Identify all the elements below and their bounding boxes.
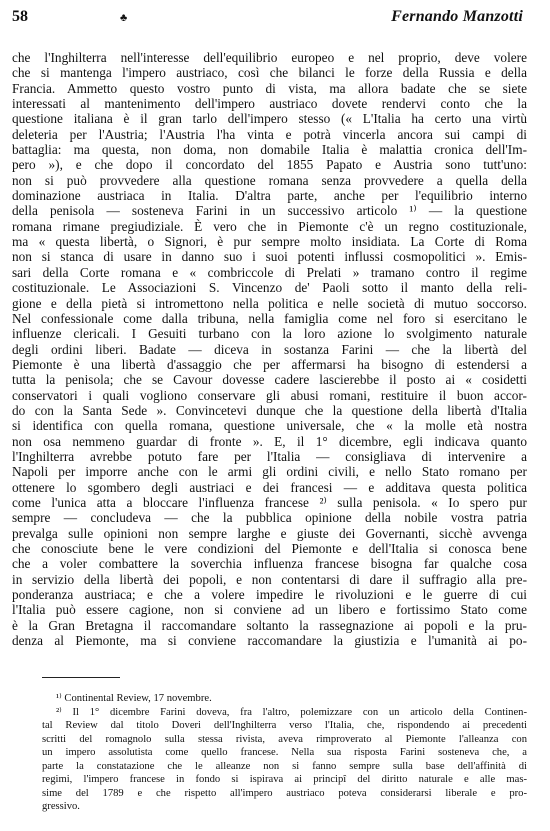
footnote-line: ²⁾ Il 1° dicembre Farini doveva, fra l'altro, polemizzare con un articolo della Continen- [56,706,527,718]
text-line: della penisola — sosteneva Farini in un successivo articolo ¹⁾ — la questione [12,203,527,219]
text-line: influenze clericali. I Gesuiti turbano con la loro azione lo svolgimento naturale [12,326,527,342]
text-line: l'Italia può essere cagione, non si conviene ad un libero e fortissimo Stato come [12,602,527,618]
text-line: come l'unica atta a bloccare l'influenza francese ²⁾ sulla penisola. « Io spero pur [12,494,527,510]
footnote-rule [42,677,120,678]
page-header [12,8,527,30]
text-line: pero »), e che dopo il concordato del 1855 Papato e Austria sono tutt'uno: [12,157,527,173]
text-line: interessati al mantenimento dell'impero austriaco dovete rendervi conto che la [12,96,527,112]
footnotes [42,692,527,814]
text-line: ponderanza austriaca; e che a volere impedire le rivoluzioni e le guerre di cui [12,587,527,603]
text-line: che conosciute bene le vere condizioni del Piemonte e dell'Italia si conosca bene [12,541,527,556]
text-line: gione e della pietà si intromettono nella politica e nelle società di mutuo soccorso. [12,295,527,311]
body-text [12,50,527,648]
text-line: costituzionale. Le Associazioni S. Vincenzo de' Paoli sotto il manto della reli- [12,280,527,296]
footnote-line: tal Review dal titolo Doveri dell'Inghilterra verso l'Italia, che, rispondendo ai precedenti [42,720,527,731]
footnote-line: gressivo. [42,801,80,812]
text-line: si identifica con quella romana, questione universale, che « la molle età nostra [12,418,527,434]
text-line: conservatori i quali vogliono conservare gli abusi romani, restituire il buon accor- [12,387,527,403]
text-line: non si stanca di usare in danno suo i suoi potenti influssi cosmopolitici ». Emis- [12,249,527,265]
text-line: tutta la penisola; che se Cavour dovesse cadere lascierebbe il posto ai « cosidetti [12,372,527,388]
running-title: Fernando Manzotti [391,8,523,25]
text-line: degli ordini liberi. Badate — diceva in sostanza Farini — che la libertà del [12,341,527,357]
footnote-line: sime del 1789 e che rispetto all'impero austriaco poteva considerarsi liberale e pro- [42,787,527,799]
text-line: è la Gran Bretagna il raccomandare soltanto la rassegnazione ai popoli e la pru- [12,617,527,633]
text-line: che l'Inghilterra nell'interesse dell'equilibrio europeo e nel proprio, deve volere [12,50,527,65]
text-line: deleteria per l'Austria; l'Austria l'ha vinta e potrà vincerla ancora sui campi di [12,126,527,142]
text-line: Nel confessionale come dalla tribuna, nella famiglia come nel foro si esercitano le [12,310,527,326]
footnote-line: regimi, l'impero francese in fondo si ispirava ai principî del diritto naturale e alle mas- [42,774,527,785]
text-line: che si mantenga l'impero austriaco, così che bilanci le forze della Russia e della [12,65,527,81]
text-line: Piemonte è una libertà d'assaggio che per affermarsi ha bisogno di estendersi a [12,356,527,372]
ornament-icon: ♣ [120,12,128,24]
text-line: questione italiana è il gran tarlo dell'impero stesso (« L'Italia ha certo una virtù [12,111,527,127]
text-line: denza al Piemonte, ma si conviene raccomandare la giustizia e l'umanità ai po- [12,633,527,649]
text-line: che a voler combattere la soverchia influenza francese bisogna far qualche cosa [12,556,527,572]
footnote-line: un impero assolutista come quello francese. Nella sua risposta Farini sosteneva che, a [42,747,527,758]
text-line: non si può provvedere alla questione romana senza provvedere a quella della [12,172,527,188]
text-line: l'Inghilterra avrebbe potuto fare per l'Italia — consigliava di intervenire a [12,448,527,464]
page-number: 58 [12,8,28,25]
text-line: prevalga sulle opinioni non sempre larghe e giuste dei Governanti, sicchè avvenga [12,525,527,541]
text-line: sempre — concludeva — che la pubblica opinione della nobile vostra patria [12,510,527,526]
text-line: dominazione austriaca in Italia. D'altra parte, anche per l'equilibrio interno [12,188,527,204]
text-line: non osa nemmeno guardar di fronte ». E, il 1° dicembre, egli indicava quanto [12,433,527,449]
footnote-line: parte la constatazione che le alleanze non si fanno sempre sulla base dell'affinità di [42,760,527,772]
text-line: sari della Corte romana e « combriccole di Prelati » tramano contro il regime [12,264,527,280]
text-line: Francia. Ammetto questo vostro punto di vista, ma allora badate che se siete [12,80,527,96]
text-line: ottenere lo sgombero degli austriaci e dei francesi — e additava questa politica [12,479,527,495]
text-line: romana rimane pregiudiziale. È vero che in Piemonte c'è un regno costituzionale, [12,218,527,234]
footnote-line: ¹⁾ Continental Review, 17 novembre. [56,693,212,704]
text-line: Napoli per imporre anche con le armi gli ordini civili, e nello Stato romano per [12,464,527,480]
text-line: battaglia: ma questa, non doma, non domabile Italia è malattia cronica dell'Im- [12,142,527,158]
text-line: in servizio della libertà dei popoli, e non contentarsi di dare il suffragio alla pre- [12,571,527,587]
text-line: ma « questa libertà, o Signori, è pur sempre molto insidiata. La Corte di Roma [12,234,527,250]
text-line: do con la Santa Sede ». Convincetevi dunque che la questione della libertà d'Italia [12,402,527,418]
footnote-line: scritti del romagnolo sulla stessa rivista, aveva rimproverato al Piemonte l'alleanza con [42,733,527,745]
